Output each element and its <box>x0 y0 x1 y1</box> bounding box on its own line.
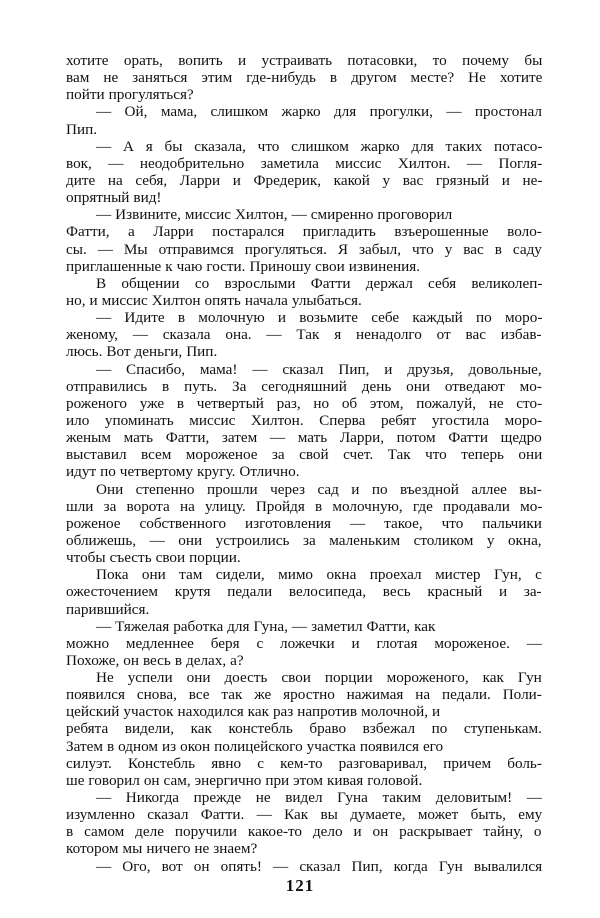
text-line: роженое собственного изготовления — такое, что пальчики <box>66 514 542 532</box>
text-line: приглашенные к чаю гости. Приношу свои извинения. <box>66 257 421 275</box>
text-line: изумленно сказал Фатти. — Как вы думаете, может быть, ему <box>66 806 542 824</box>
text-line: люсь. Вот деньги, Пип. <box>66 343 218 361</box>
text-line: цейский участок находился как раз напротив молочной, и <box>66 703 441 721</box>
text-line: можно медленнее беря с ложечки и глотая мороженое. — <box>66 634 542 652</box>
text-line: опрятный вид! <box>66 189 162 207</box>
text-line: сы. — Мы отправимся прогуляться. Я забыл, что у вас в саду <box>66 240 542 258</box>
text-line: — А я бы сказала, что слишком жарко для таких потасо- <box>96 137 542 155</box>
text-line: — Спасибо, мама! — сказал Пип, и друзья, довольные, <box>96 360 542 378</box>
text-line: Они степенно прошли через сад и по въездной аллее вы- <box>96 480 542 498</box>
text-line: но, и миссис Хилтон опять начала улыбаться. <box>66 291 362 309</box>
page-number: 121 <box>285 876 315 895</box>
text-line: появился снова, все так же яростно нажимая на педали. Поли- <box>66 686 542 704</box>
text-line: оближешь, — они устроились за маленьким столиком у окна, <box>66 531 542 549</box>
text-line: Пип. <box>66 120 98 138</box>
text-line: — Никогда прежде не видел Гуна таким деловитым! — <box>96 789 542 807</box>
text-line: — Тяжелая работка для Гуна, — заметил Фатти, как <box>96 617 436 635</box>
text-line: в самом деле поручили какое-то дело и он раскрывает тайну, о <box>66 823 542 841</box>
text-line: котором мы ничего не знаем? <box>66 840 258 858</box>
text-line: идут по четвертому кругу. Отлично. <box>66 463 300 481</box>
text-line: ше говорил он сам, энергично при этом кивая головой. <box>66 771 423 789</box>
text-line: ребята видели, как констебль браво взбежал по ступенькам. <box>66 720 542 738</box>
text-line: — Идите в молочную и возьмите себе каждый по моро- <box>96 309 542 327</box>
text-line: Фатти, а Ларри постарался пригладить взъерошенные воло- <box>66 223 542 241</box>
text-line: Похоже, он весь в делах, а? <box>66 651 244 669</box>
text-line: Пока они там сидели, мимо окна проехал мистер Гун, с <box>96 566 542 584</box>
text-line: выставил всем мороженое за свой счет. Так что теперь они <box>66 446 542 464</box>
text-line: ожесточением крутя педали велосипеда, весь красный и за- <box>66 583 542 601</box>
text-line: — Извините, миссис Хилтон, — смиренно проговорил <box>96 206 453 224</box>
text-line: шли за ворота на улицу. Пройдя в молочную, где продавали мо- <box>66 497 542 515</box>
text-line: силуэт. Констебль явно с кем-то разговаривал, причем боль- <box>66 754 542 772</box>
text-line: парившийся. <box>66 600 150 618</box>
text-line: — Ой, мама, слишком жарко для прогулки, — простонал <box>96 103 542 121</box>
text-line: В общении со взрослыми Фатти держал себя великолеп- <box>96 274 542 292</box>
text-line: отправились в путь. За сегодняшний день они отведают мо- <box>66 377 542 395</box>
text-line: дите на себя, Ларри и Фредерик, какой у вас грязный и не- <box>66 171 542 189</box>
text-line: хотите орать, вопить и устраивать потасовки, то почему бы <box>66 52 542 69</box>
text-line: ило упоминать миссис Хилтон. Сперва ребят угостила моро- <box>66 411 542 429</box>
body-text <box>66 52 542 875</box>
text-line: Затем в одном из окон полицейского участка появился его <box>66 737 444 755</box>
text-line: чтобы съесть свои порции. <box>66 549 241 567</box>
text-line: — Ого, вот он опять! — сказал Пип, когда Гун вывалился <box>96 857 542 875</box>
text-line: вам не заняться этим где-нибудь в другом месте? Не хотите <box>66 69 542 87</box>
text-line: женому, — сказала она. — Так я ненадолго от вас избав- <box>66 326 542 344</box>
text-line: Не успели они доесть свои порции мороженого, как Гун <box>96 669 542 687</box>
text-line: роженого уже в четвертый раз, но об этом, пожалуй, не сто- <box>66 394 542 412</box>
text-line: женым мать Фатти, затем — мать Ларри, потом Фатти щедро <box>66 429 542 447</box>
text-line: пойти прогуляться? <box>66 86 194 104</box>
text-line: вок, — неодобрительно заметила миссис Хилтон. — Погля- <box>66 154 542 172</box>
